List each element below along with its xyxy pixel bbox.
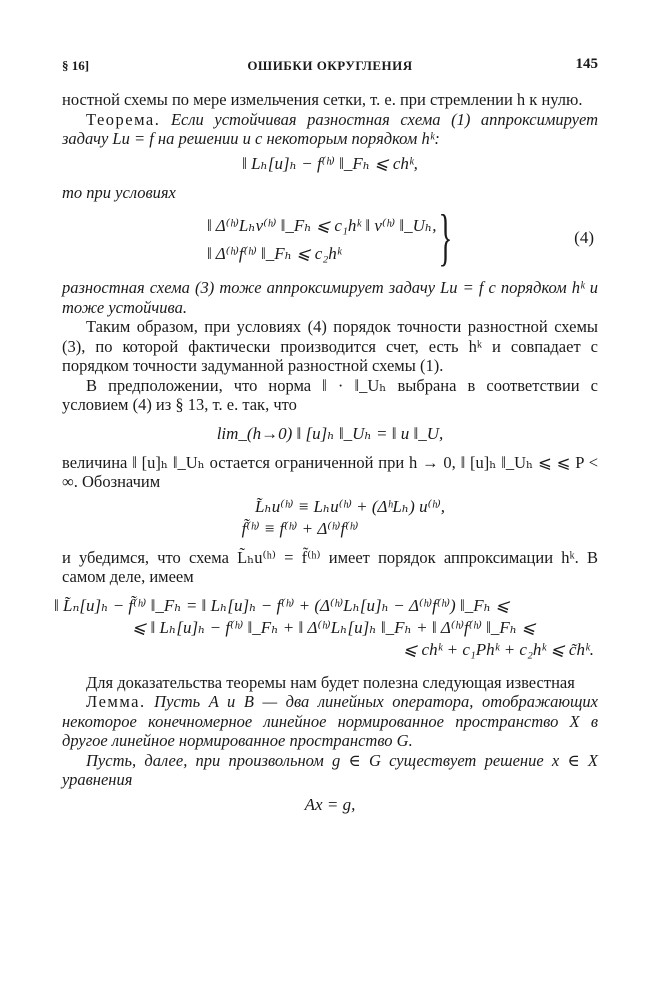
running-header — [62, 52, 598, 78]
paragraph-5: и убедимся, что схема L̃ₕu⁽ʰ⁾ = f̃⁽ʰ⁾ имеет порядок аппроксимации hᵏ. В самом деле, имеем — [62, 547, 598, 586]
lemma — [62, 692, 598, 751]
condition-1: ‖ Δ⁽ʰ⁾Lₕv⁽ʰ⁾ ‖_Fₕ ⩽ c₁hᵏ ‖ v⁽ʰ⁾ ‖_Uₕ, — [207, 216, 437, 235]
inequality-line-1: ‖ L̃ₙ[u]ₕ − f̃⁽ʰ⁾ ‖_Fₕ = ‖ Lₕ[u]ₕ − f⁽ʰ⁾ + (Δ⁽ʰ⁾Lₕ[u]ₕ − Δ⁽ʰ⁾f⁽ʰ⁾) ‖_Fₕ ⩽ — [54, 595, 510, 615]
equation-number: (4) — [574, 228, 594, 247]
paragraph-2: Таким образом, при условиях (4) порядок точности разностной схемы (3), по которой фактически производится счет, есть hᵏ и совпадает с порядком точности задуманной разностной схемы (1). — [62, 317, 598, 375]
paragraph-6: Для доказательства теоремы нам будет полезна следующая известная — [86, 672, 575, 692]
condition-system — [62, 201, 598, 272]
chapter-title: ОШИБКИ ОКРУГЛЕНИЯ — [247, 58, 413, 73]
conditions-intro: то при условиях — [62, 182, 176, 202]
condition-2: ‖ Δ⁽ʰ⁾f⁽ʰ⁾ ‖_Fₕ ⩽ c₂hᵏ — [207, 244, 342, 263]
section-label: § 16] — [62, 58, 90, 73]
lemma-text: Пусть A и B — два линейных оператора, отображающих некоторое конечномерное линейное нормированное пространство X в другое линейное нормированное пространство G. — [62, 692, 598, 750]
theorem-label: Теорема. — [86, 109, 161, 129]
formula-approximation: ‖ Lₕ[u]ₕ − f⁽ʰ⁾ ‖_Fₕ ⩽ chᵏ, — [242, 153, 418, 173]
paragraph-7: Пусть, далее, при произвольном g ∈ G существует решение x ∈ X уравнения — [62, 750, 598, 789]
paragraph-4: величина ‖ [u]ₕ ‖_Uₕ остается ограниченной при h → 0, ‖ [u]ₕ ‖_Uₕ ⩽ ⩽ P < ∞. Обозначим — [62, 452, 598, 491]
formula-equation: Ax = g, — [304, 794, 356, 814]
right-brace: } — [438, 201, 453, 272]
paragraph-1: ностной схемы по мере измельчения сетки, т. е. при стремлении h к нулю. — [62, 90, 583, 109]
inequality-line-2: ⩽ ‖ Lₕ[u]ₕ − f⁽ʰ⁾ ‖_Fₕ + ‖ Δ⁽ʰ⁾Lₕ[u]ₕ ‖_Fₕ + ‖ Δ⁽ʰ⁾f⁽ʰ⁾ ‖_Fₕ ⩽ — [132, 617, 536, 637]
formula-limit: lim_(h→0) ‖ [u]ₕ ‖_Uₕ = ‖ u ‖_U, — [216, 423, 444, 443]
definition-2: f̃⁽ʰ⁾ ≡ f⁽ʰ⁾ + Δ⁽ʰ⁾f⁽ʰ⁾ — [241, 518, 359, 538]
page-number: 145 — [575, 56, 598, 72]
paragraph-3: В предположении, что норма ‖ · ‖_Uₕ выбрана в соответствии с условием (4) из § 13, т. е. так, что — [62, 375, 598, 414]
book-page — [54, 52, 598, 816]
lemma-label: Лемма. — [86, 692, 146, 711]
theorem — [62, 110, 598, 149]
theorem-text: Если устойчивая разностная схема (1) аппроксимирует задачу Lu = f на решении и с некоторым порядком hᵏ: — [62, 109, 598, 148]
inequality-line-3: ⩽ chᵏ + c₁Phᵏ + c₂hᵏ ⩽ c̃hᵏ. — [403, 639, 594, 659]
theorem-conclusion: разностная схема (3) тоже аппроксимирует задачу Lu = f с порядком hᵏ и тоже устойчива. — [62, 278, 598, 317]
definition-1: L̃ₕu⁽ʰ⁾ ≡ Lₕu⁽ʰ⁾ + (ΔʰLₕ) u⁽ʰ⁾, — [254, 496, 445, 516]
